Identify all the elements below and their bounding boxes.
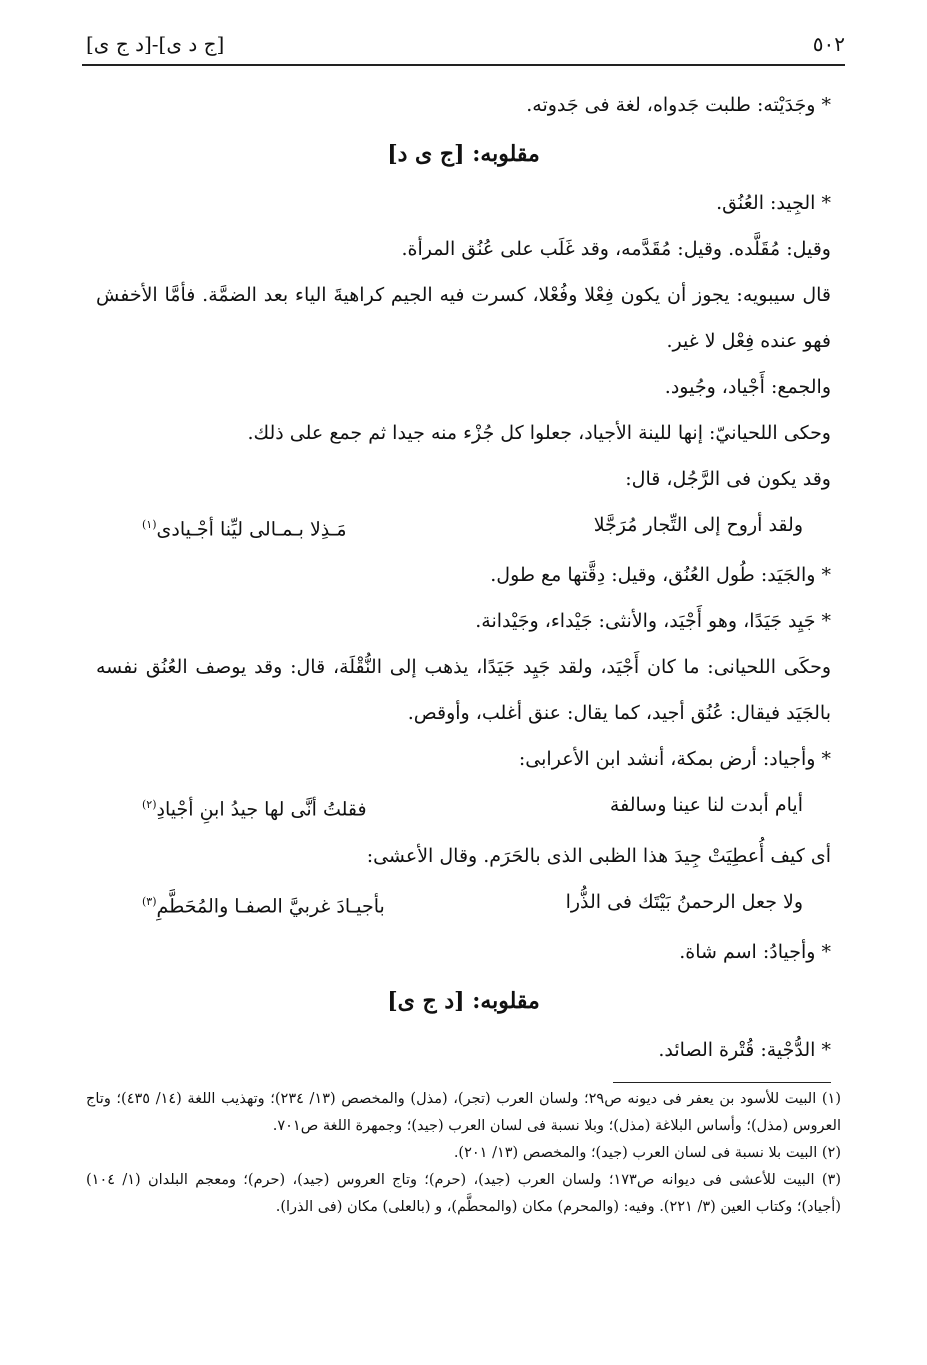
footnote-marker: (٢) bbox=[142, 798, 157, 812]
section-heading: مقلوبه: [ج ى د] bbox=[387, 141, 540, 167]
section-heading: مقلوبه: [د ج ى] bbox=[387, 987, 540, 1014]
text-line: * وجَدَيْته: طلبت جَدواه، لغة فى جَدوته. bbox=[526, 94, 831, 116]
poetry-verse bbox=[96, 879, 831, 929]
footnote: (٣) البيت للأعشى فى ديوانه ص١٧٣؛ ولسان العرب (جيد)، (حرم)؛ وتاج العروس (جيد)، (حرم)؛ ومعجم البلدان (١/ ١٠٤) (أجياد)؛ وكتاب العين (٣/ ٢٢١). وفيه: (والمحرم) مكان (والمحطَّم)، و (بالعلى) مكان (فى الذرا). bbox=[86, 1172, 842, 1215]
text-line: أى كيف أُعطِيَتْ جِيدَ هذا الظبى الذى بالحَرَم. وقال الأعشى: bbox=[366, 844, 831, 867]
footnotes bbox=[86, 1086, 841, 1221]
verse-second-hemistich bbox=[142, 782, 367, 832]
verse-text: بأجيـادَ غربيَّ الصفـا والمُحَطَّمِ bbox=[156, 894, 385, 917]
text-line: * وأجياد: أرض بمكة، أنشد ابن الأعرابى: bbox=[518, 748, 831, 771]
footnote-marker: (١) bbox=[142, 518, 157, 531]
poetry-verse bbox=[96, 782, 831, 832]
text-line: والجمع: أَجْياد، وجُيود. bbox=[664, 376, 831, 398]
footnote: (١) البيت للأسود بن يعفر فى ديونه ص٢٩؛ ولسان العرب (تجر)، (مذل) والمخصص (١٣/ ٢٣٤)؛ وتهذيب اللغة (١٤/ ٤٣٥)؛ وتاج العروس (مذل)؛ وأساس البلاغة (مذل)؛ وبلا نسبة فى لسان العرب (جيد)؛ وجمهرة اللغة ص٧٠١. bbox=[86, 1091, 841, 1134]
text-line: * الدُّجْية: قُتْرة الصائد. bbox=[658, 1038, 831, 1061]
footnote-separator bbox=[613, 1082, 831, 1083]
page-header bbox=[82, 28, 845, 66]
text-line: * والجَيَد: طُول العُنُق، وقيل: دِقَّتها مع طول. bbox=[490, 564, 831, 587]
text-line: وحكى اللحيانيّ: إنها للينة الأجياد، جعلوا كل جُزْء منه جيدا ثم جمع على ذلك. bbox=[247, 422, 831, 444]
verse-first-hemistich: ولقد أروح إلى التِّجار مُرَجَّلا bbox=[593, 514, 803, 536]
text-line: وقيل: مُقَلَّده. وقيل: مُقَدَّمه، وقد غَلَب على عُنُق المرأة. bbox=[401, 238, 831, 260]
text-line: * جَيِد جَيَدًا، وهو أَجْيَد، والأنثى: جَيْداء، وجَيْدانة. bbox=[475, 610, 831, 633]
text-paragraph: قال سيبويه: يجوز أن يكون فِعْلا وفُعْلا، كسرت فيه الجيم كراهيةَ الياء بعد الضمَّة. فأمَّا الأخفش فهو عنده فِعْل لا غير. bbox=[96, 284, 831, 352]
text-line: * الجِيد: العُنُق. bbox=[716, 192, 831, 214]
verse-second-hemistich bbox=[142, 879, 385, 929]
footnote: (٢) البيت بلا نسبة فى لسان العرب (جيد)؛ والمخصص (١٣/ ٢٠١). bbox=[453, 1145, 841, 1161]
text-line: وقد يكون فى الرَّجُل، قال: bbox=[625, 468, 831, 490]
poetry-verse bbox=[96, 502, 831, 552]
entry-body bbox=[96, 82, 831, 1073]
verse-text: فقلتُ أنَّى لها جيدُ ابنِ أجْيادِ bbox=[156, 798, 367, 821]
footnote-marker: (٣) bbox=[142, 894, 157, 908]
verse-first-hemistich: ولا جعل الرحمنُ بَيْتَك فى الذُّرا bbox=[565, 890, 803, 913]
verse-text: مَـذِلا بـمـالى ليِّنا أجْـيادى bbox=[156, 518, 347, 541]
running-title: [ج د ى]-[د ج ى] bbox=[86, 32, 225, 56]
page-number: ٥٠٢ bbox=[812, 32, 845, 56]
verse-second-hemistich bbox=[142, 502, 347, 552]
text-line: * وأجيادُ: اسم شاة. bbox=[679, 940, 831, 963]
text-paragraph: وحكَى اللحيانى: ما كان أَجْيَد، ولقد جَيِد جَيَدًا، يذهب إلى النُّقْلَة، قال: وقد يوصف العُنُق نفسه بالجَيَد فيقال: عُنُق أجيد، كما يقال: عنق أغلب، وأوقص. bbox=[96, 656, 831, 725]
verse-first-hemistich: أيام أبدت لنا عينا وسالفة bbox=[609, 794, 803, 817]
